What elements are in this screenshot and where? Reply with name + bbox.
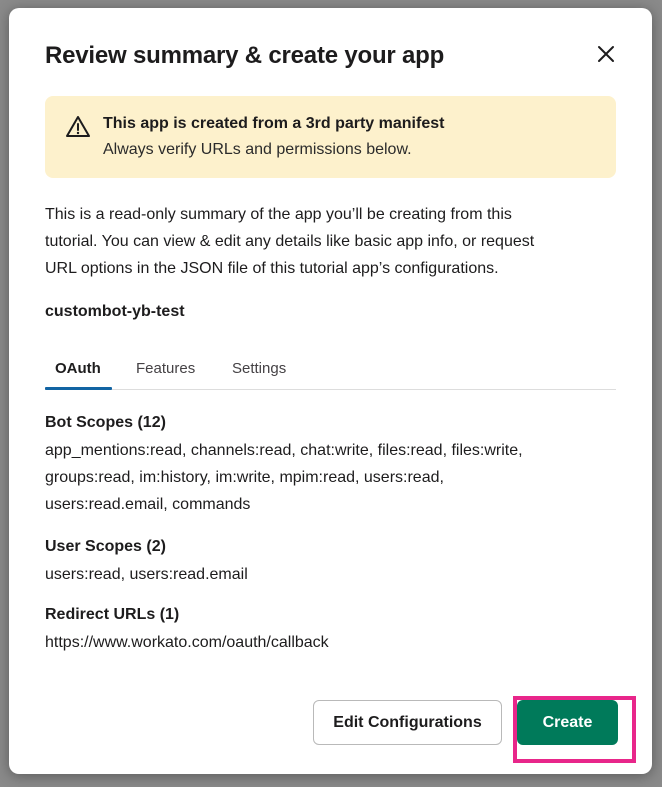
redirect-urls-title: Redirect URLs (1) [45, 606, 180, 623]
tab-label: Features [136, 360, 196, 377]
warning-triangle-icon [65, 114, 91, 140]
description-line: This is a read-only summary of the app you’ll be creating from this [45, 206, 512, 223]
active-tab-indicator [45, 387, 112, 390]
scope-line: users:read.email, commands [45, 496, 251, 513]
edit-configurations-button[interactable]: Edit Configurations [313, 700, 502, 745]
bot-scopes-list [45, 437, 605, 518]
redirect-urls-list [45, 629, 605, 656]
user-scopes-list [45, 561, 605, 588]
warning-banner [45, 96, 616, 178]
summary-description [45, 201, 605, 282]
description-line: URL options in the JSON file of this tutorial app’s configurations. [45, 260, 499, 277]
description-line: tutorial. You can view & edit any details like basic app info, or request [45, 233, 535, 250]
close-button[interactable] [590, 38, 622, 70]
review-summary-modal [9, 8, 652, 774]
tab-label: OAuth [55, 360, 101, 377]
warning-subtitle: Always verify URLs and permissions below. [103, 141, 412, 158]
tab-settings[interactable] [232, 360, 286, 377]
tab-label: Settings [232, 360, 287, 377]
tab-features[interactable] [136, 360, 195, 377]
create-button[interactable]: Create [517, 700, 618, 745]
bot-scopes-title: Bot Scopes (12) [45, 414, 166, 431]
app-name: custombot-yb-test [45, 303, 185, 320]
tab-oauth[interactable] [55, 360, 101, 377]
tab-bar [45, 350, 616, 390]
user-scopes-title: User Scopes (2) [45, 538, 166, 555]
modal-title: Review summary & create your app [45, 42, 445, 69]
scope-line: users:read, users:read.email [45, 566, 248, 583]
redirect-url: https://www.workato.com/oauth/callback [45, 634, 329, 651]
scope-line: groups:read, im:history, im:write, mpim:read, users:read, [45, 469, 444, 486]
warning-title: This app is created from a 3rd party manifest [103, 115, 445, 132]
scope-line: app_mentions:read, channels:read, chat:write, files:read, files:write, [45, 442, 523, 459]
close-icon [596, 44, 616, 64]
